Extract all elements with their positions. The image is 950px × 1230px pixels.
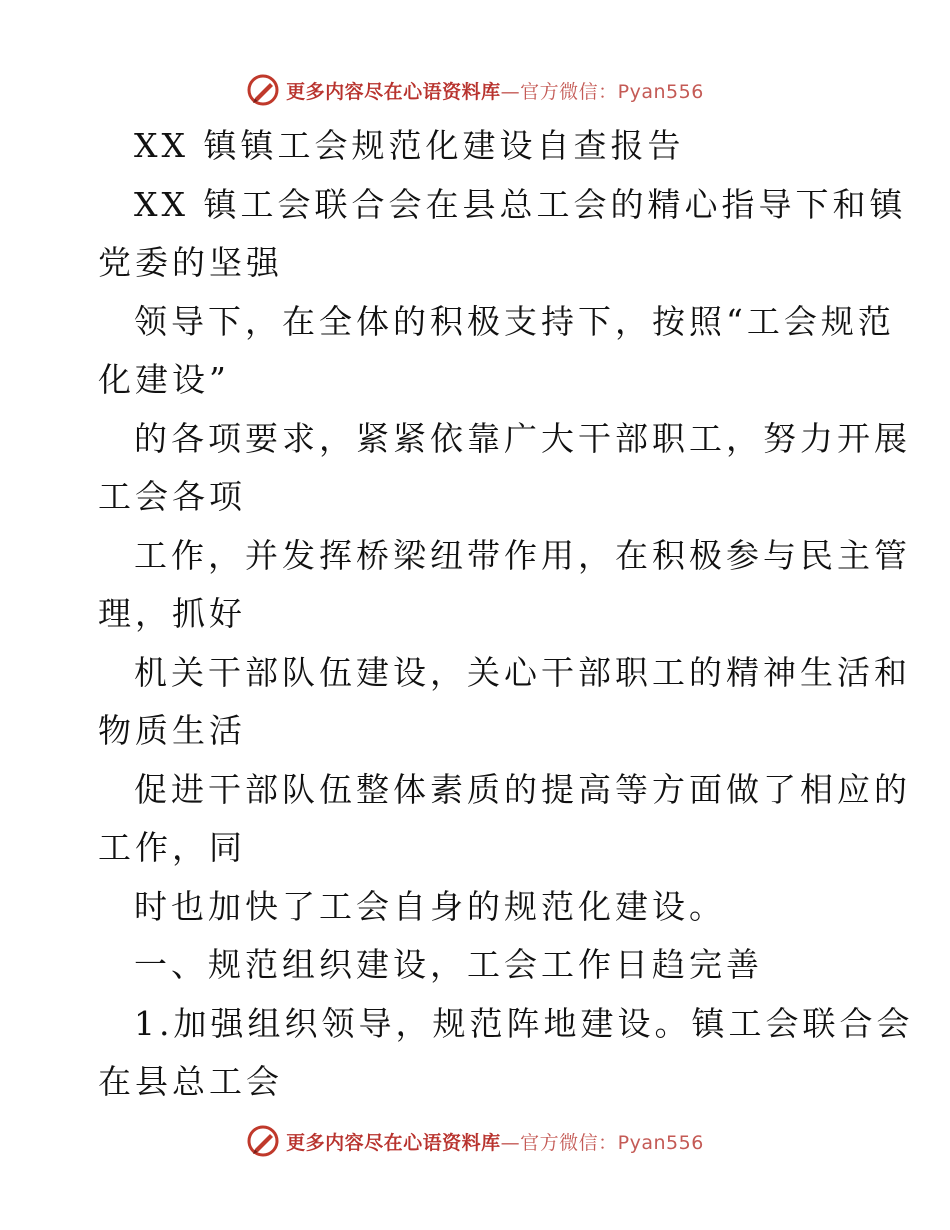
paragraph-line: 在县总工会	[98, 1062, 283, 1101]
paragraph-line: 机关干部队伍建设，关心干部职工的精神生活和	[134, 653, 911, 692]
section-heading: 一、规范组织建设，工会工作日趋完善	[134, 945, 763, 984]
pen-logo-icon	[246, 73, 280, 107]
paragraph-line: 促进干部队伍整体素质的提高等方面做了相应的	[134, 770, 911, 809]
watermark-contact: —官方微信：Pyan556	[500, 80, 704, 103]
paragraph-line: 化建设”	[98, 360, 230, 399]
paragraph-line: 物质生活	[98, 711, 246, 750]
pen-logo-icon	[246, 1124, 280, 1158]
paragraph-line: 党委的坚强	[98, 243, 283, 282]
paragraph-line: 的各项要求，紧紧依靠广大干部职工，努力开展	[134, 419, 911, 458]
paragraph-line: 工作，同	[98, 828, 246, 867]
document-title: XX 镇镇工会规范化建设自查报告	[134, 126, 685, 165]
paragraph-line: XX 镇工会联合会在县总工会的精心指导下和镇	[134, 185, 907, 224]
paragraph-line: 领导下，在全体的积极支持下，按照“工会规范	[134, 302, 895, 341]
watermark-lead: 更多内容尽在心语资料库	[286, 1131, 501, 1154]
watermark-contact: —官方微信：Pyan556	[500, 1131, 704, 1154]
watermark-banner-top	[0, 70, 950, 110]
paragraph-line: 理，抓好	[98, 594, 246, 633]
watermark-banner-bottom	[0, 1121, 950, 1161]
paragraph-line: 时也加快了工会自身的规范化建设。	[134, 887, 726, 926]
watermark-lead: 更多内容尽在心语资料库	[286, 80, 501, 103]
paragraph-line: 1.加强组织领导，规范阵地建设。镇工会联合会	[134, 1004, 914, 1043]
watermark-text	[286, 1128, 704, 1155]
paragraph-line: 工会各项	[98, 477, 246, 516]
paragraph-line: 工作，并发挥桥梁纽带作用，在积极参与民主管	[134, 536, 911, 575]
watermark-text	[286, 77, 704, 104]
